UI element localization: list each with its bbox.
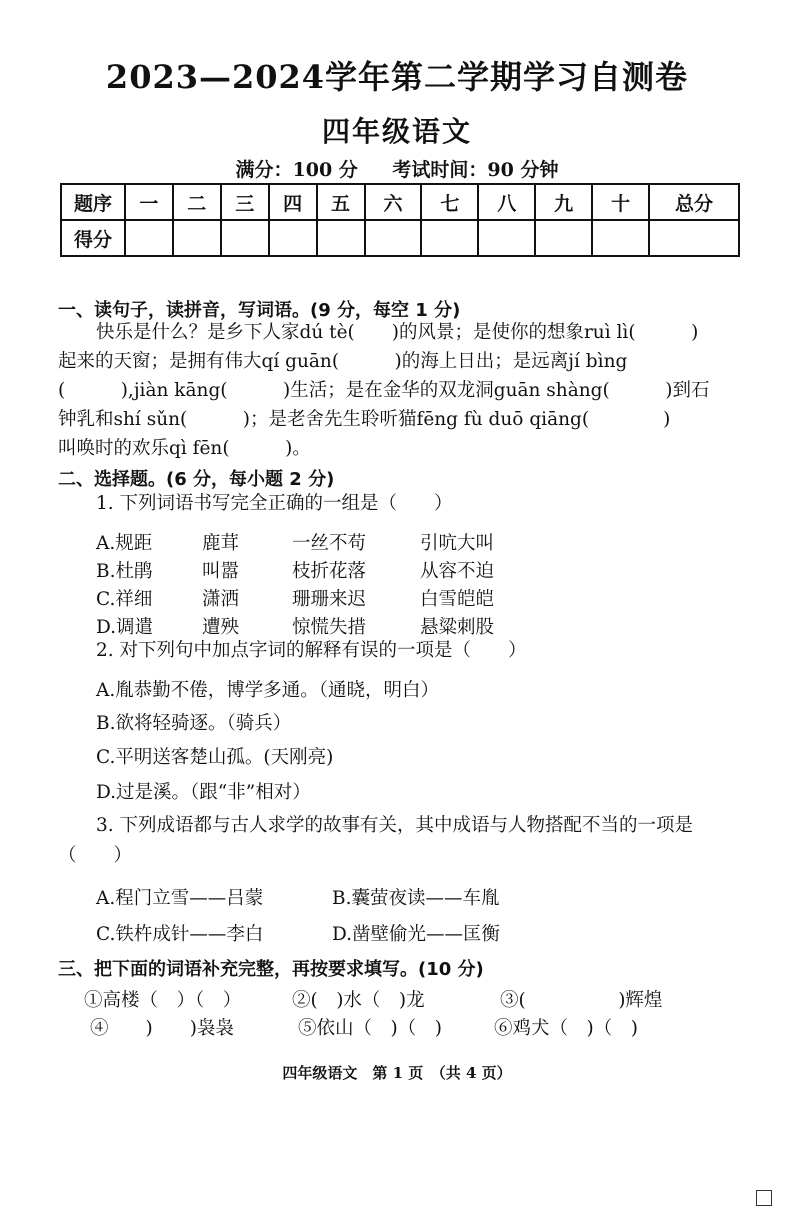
score-cell: 九 [535,184,592,220]
score-blank[interactable] [365,220,422,256]
q1-word: 鹿茸 [202,533,240,554]
q3-option[interactable]: B.囊萤夜读——车胤 [332,888,500,909]
exam-meta [0,155,794,182]
score-blank[interactable] [173,220,221,256]
q1-word: 枝折花落 [292,561,367,582]
score-cell: 三 [221,184,269,220]
q2-option[interactable]: C.平明送客楚山孤。(天刚亮) [96,747,334,768]
score-cell: 六 [365,184,422,220]
score-cell: 五 [317,184,365,220]
q3-option[interactable]: A.程门立雪——吕蒙 [96,888,264,909]
score-blank[interactable] [221,220,269,256]
q1-word: 悬粱刺股 [420,617,495,638]
score-blank[interactable] [478,220,535,256]
q1-word: 珊珊来迟 [292,589,367,610]
score-blank[interactable] [269,220,317,256]
section-1-line: 快乐是什么？是乡下人家dú tè( )的风景；是使你的想象ruì lì( ) [96,322,699,343]
section-3-heading: 三、把下面的词语补充完整，再按要求填写。(10 分) [58,959,484,980]
score-table-score-row [61,220,739,256]
score-blank[interactable] [535,220,592,256]
score-table-header-row [61,184,739,220]
q1-word: 遭殃 [202,617,240,638]
page-footer: 四年级语文 第 1 页 （共 4 页） [282,1064,512,1082]
q1-stem: 1. 下列词语书写完全正确的一组是（ ） [96,493,453,514]
score-cell: 八 [478,184,535,220]
section-1-line: 叫唤时的欢乐qì fēn( )。 [58,438,311,459]
q1-word: 一丝不苟 [292,533,367,554]
score-blank[interactable] [421,220,478,256]
q1-word: 从容不迫 [420,561,495,582]
q3-option[interactable]: C.铁杵成针——李白 [96,924,264,945]
section-1-heading: 一、读句子，读拼音，写词语。(9 分，每空 1 分) [58,300,461,321]
section-1-line: 起来的天窗；是拥有伟大qí guān( )的海上日出；是远离jí bìng [58,351,628,372]
q1-word: 白雪皑皑 [420,589,495,610]
exam-time: 考试时间：90 分钟 [392,159,559,181]
score-blank[interactable] [592,220,649,256]
score-cell: 十 [592,184,649,220]
score-cell: 总分 [649,184,739,220]
fill-item[interactable]: ③( )辉煌 [500,990,663,1011]
exam-title: 2023—2024学年第二学期学习自测卷 [105,58,689,96]
score-blank[interactable] [317,220,365,256]
full-score: 满分：100 分 [235,159,358,181]
q1-word: 叫嚣 [202,561,240,582]
q1-word: 惊慌失措 [292,617,367,638]
section-2-heading: 二、选择题。(6 分，每小题 2 分) [58,469,335,490]
q3-answer-paren[interactable]: （ ） [58,845,133,866]
q1-word: 引吭大叫 [420,533,495,554]
score-row-label: 得分 [61,220,125,256]
q1-option[interactable]: D.调遣 [96,617,154,638]
score-cell: 二 [173,184,221,220]
q2-option[interactable]: D.过是溪。（跟“非”相对） [96,782,311,803]
q3-stem: 3. 下列成语都与古人求学的故事有关，其中成语与人物搭配不当的一项是 [96,815,694,836]
score-cell: 七 [421,184,478,220]
exam-subject: 四年级语文 [321,115,472,148]
section-1-line: 钟乳和shí sǔn( )；是老舍先生聆听猫fēng fù duō qiāng( ) [58,409,671,430]
fill-item[interactable]: ⑤依山（ )（ ) [298,1018,442,1039]
fill-item[interactable]: ①高楼（ ）（ ） [84,990,242,1011]
q2-stem: 2. 对下列句中加点字词的解释有误的一项是（ ） [96,640,527,661]
score-blank[interactable] [125,220,173,256]
fill-item[interactable]: ②( )水（ )龙 [292,990,425,1011]
q1-option[interactable]: C.祥细 [96,589,153,610]
score-cell: 四 [269,184,317,220]
score-blank[interactable] [649,220,739,256]
fill-item[interactable]: ⑥鸡犬（ )（ ) [494,1018,638,1039]
score-table [60,183,740,257]
q2-option[interactable]: A.胤恭勤不倦，博学多通。（通晓，明白） [96,680,439,701]
section-1-line: ( ),jiàn kāng( )生活；是在金华的双龙洞guān shàng( )到石 [58,380,710,401]
q1-option[interactable]: A.规距 [96,533,153,554]
q1-option[interactable]: B.杜鹃 [96,561,153,582]
score-cell: 题序 [61,184,125,220]
fill-item[interactable]: ④ ) )袅袅 [90,1018,234,1039]
q2-option[interactable]: B.欲将轻骑逐。（骑兵） [96,713,292,734]
qr-code-icon [756,1190,772,1206]
score-cell: 一 [125,184,173,220]
q3-option[interactable]: D.凿壁偷光——匡衡 [332,924,501,945]
q1-word: 潇洒 [202,589,240,610]
